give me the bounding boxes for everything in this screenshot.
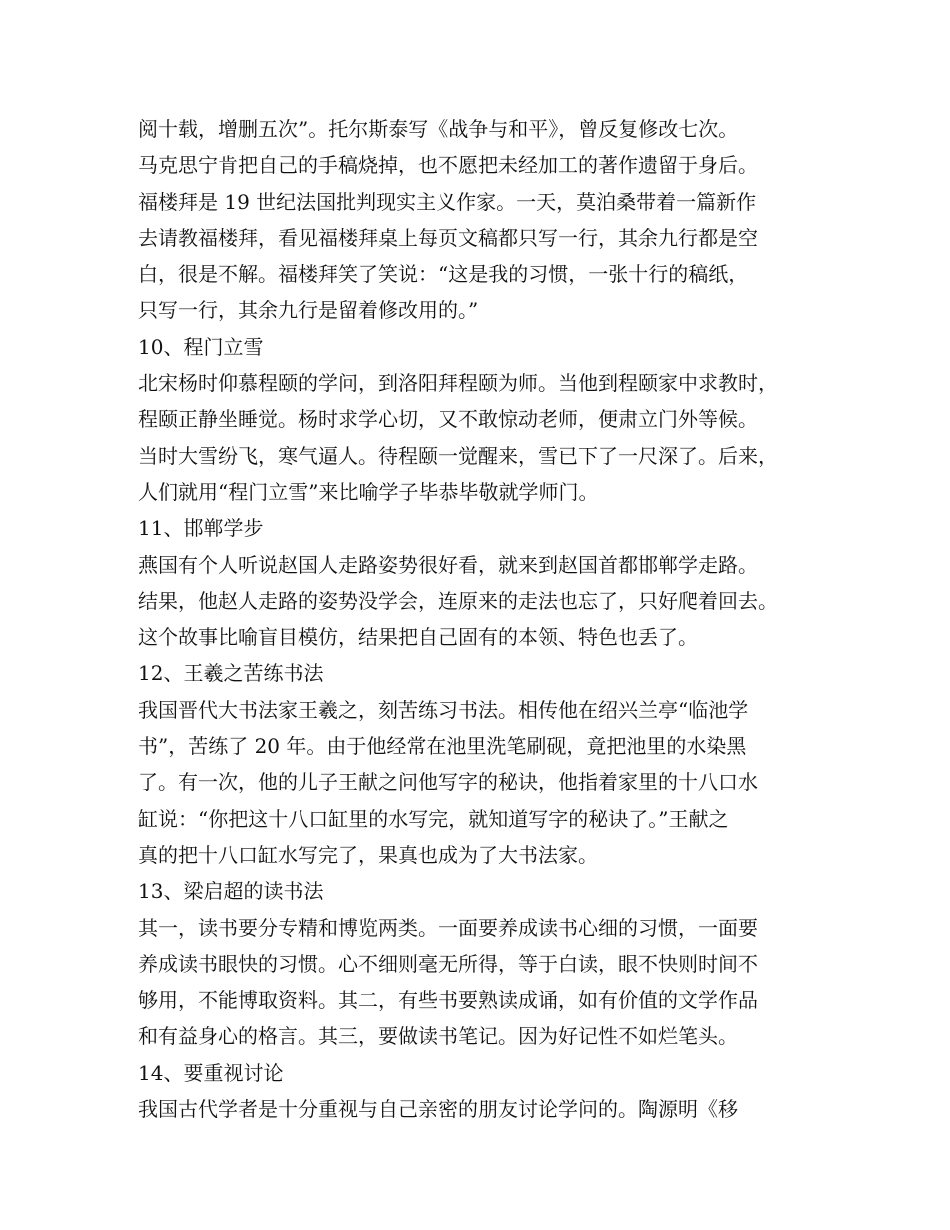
text-line: 这个故事比喻盲目模仿，结果把自己固有的本领、特色也丢了。: [138, 625, 698, 650]
text-line: 和有益身心的格言。其三，要做读书笔记。因为好记性不如烂笔头。: [138, 1024, 738, 1049]
text-line: 福楼拜是 19 世纪法国批判现实主义作家。一天，莫泊桑带着一篇新作: [138, 189, 757, 214]
section-heading: 12、王羲之苦练书法: [138, 661, 324, 686]
section-heading: 13、梁启超的读书法: [138, 879, 324, 904]
text-line: 养成读书眼快的习惯。心不细则毫无所得，等于白读，眼不快则时间不: [138, 951, 758, 976]
text-line: 结果，他赵人走路的姿势没学会，连原来的走法也忘了，只好爬着回去。: [138, 588, 778, 613]
text-line: 其一，读书要分专精和博览两类。一面要养成读书心细的习惯，一面要: [138, 915, 758, 940]
section-heading: 14、要重视讨论: [138, 1060, 284, 1085]
text-line: 我国晋代大书法家王羲之，刻苦练习书法。相传他在绍兴兰亭“临池学: [138, 697, 749, 722]
text-line: 燕国有个人听说赵国人走路姿势很好看，就来到赵国首都邯郸学走路。: [138, 552, 758, 577]
text-line: 了。有一次，他的儿子王献之问他写字的秘诀，他指着家里的十八口水: [138, 770, 758, 795]
section-heading: 10、程门立雪: [138, 334, 264, 359]
text-line: 北宋杨时仰慕程颐的学问，到洛阳拜程颐为师。当他到程颐家中求教时，: [138, 371, 778, 396]
text-line: 当时大雪纷飞，寒气逼人。待程颐一觉醒来，雪已下了一尺深了。后来，: [138, 443, 778, 468]
text-line: 人们就用“程门立雪”来比喻学子毕恭毕敬就学师门。: [138, 479, 599, 504]
section-heading: 11、邯郸学步: [138, 516, 264, 541]
document-body: [138, 111, 818, 1127]
text-line: 程颐正静坐睡觉。杨时求学心切，又不敢惊动老师，便肃立门外等候。: [138, 407, 758, 432]
text-line: 阅十载，增删五次”。托尔斯泰写《战争与和平》，曾反复修改七次。: [138, 117, 739, 141]
text-line: 我国古代学者是十分重视与自己亲密的朋友讨论学问的。陶源明《移: [138, 1097, 738, 1122]
text-line: 白，很是不解。福楼拜笑了笑说：“这是我的习惯，一张十行的稿纸，: [138, 262, 749, 287]
text-line: 只写一行，其余九行是留着修改用的。”: [138, 298, 479, 323]
text-line: 够用，不能博取资料。其二，有些书要熟读成诵，如有价值的文学作品: [138, 988, 758, 1013]
text-line: 缸说：“你把这十八口缸里的水写完，就知道写字的秘诀了。”王献之: [138, 806, 729, 831]
text-line: 马克思宁肯把自己的手稿烧掉，也不愿把未经加工的著作遗留于身后。: [138, 153, 758, 178]
text-line: 书”，苦练了 20 年。由于他经常在池里洗笔刷砚，竟把池里的水染黑: [138, 734, 747, 759]
text-line: 真的把十八口缸水写完了，果真也成为了大书法家。: [138, 842, 598, 867]
text-line: 去请教福楼拜，看见福楼拜桌上每页文稿都只写一行，其余九行都是空: [138, 225, 758, 250]
